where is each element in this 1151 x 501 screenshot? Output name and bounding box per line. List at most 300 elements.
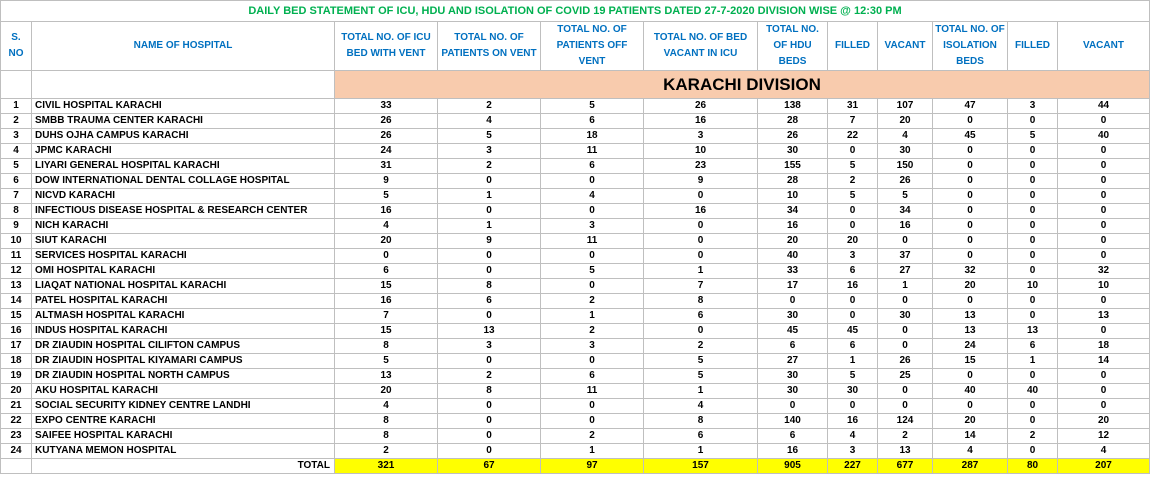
cell-hdu-vacant: 5 (878, 189, 933, 204)
cell-patients-off-vent: 5 (541, 264, 644, 279)
cell-s-no: 20 (1, 384, 32, 399)
cell-isolation-vacant: 44 (1058, 99, 1150, 114)
cell-s-no: 10 (1, 234, 32, 249)
total-icu-beds-with-vent: 321 (335, 459, 438, 474)
cell-isolation-vacant: 13 (1058, 309, 1150, 324)
cell-hdu-vacant: 1 (878, 279, 933, 294)
cell-icu-beds-with-vent: 15 (335, 324, 438, 339)
total-icu-beds-vacant: 157 (644, 459, 758, 474)
cell-hospital-name: INFECTIOUS DISEASE HOSPITAL & RESEARCH CENTER (32, 204, 335, 219)
total-hdu-vacant: 677 (878, 459, 933, 474)
cell-s-no: 1 (1, 99, 32, 114)
cell-isolation-filled: 0 (1008, 249, 1058, 264)
cell-icu-beds-vacant: 5 (644, 369, 758, 384)
cell-hdu-filled: 0 (828, 399, 878, 414)
cell-icu-beds-with-vent: 20 (335, 384, 438, 399)
cell-isolation-beds: 0 (933, 144, 1008, 159)
cell-icu-beds-with-vent: 5 (335, 354, 438, 369)
cell-s-no: 19 (1, 369, 32, 384)
table-row (1, 234, 1150, 249)
cell-isolation-filled: 0 (1008, 414, 1058, 429)
cell-s-no: 8 (1, 204, 32, 219)
cell-hdu-beds: 6 (758, 429, 828, 444)
cell-isolation-beds: 0 (933, 219, 1008, 234)
cell-isolation-beds: 45 (933, 129, 1008, 144)
cell-isolation-beds: 20 (933, 414, 1008, 429)
cell-hdu-vacant: 124 (878, 414, 933, 429)
cell-isolation-vacant: 10 (1058, 279, 1150, 294)
sheet-title: DAILY BED STATEMENT OF ICU, HDU AND ISOLATION OF COVID 19 PATIENTS DATED 27-7-2020 DIVISION WISE @ 12:30 PM (1, 1, 1150, 22)
cell-patients-on-vent: 2 (438, 159, 541, 174)
cell-isolation-filled: 0 (1008, 144, 1058, 159)
cell-patients-on-vent: 9 (438, 234, 541, 249)
cell-icu-beds-vacant: 9 (644, 174, 758, 189)
cell-icu-beds-with-vent: 0 (335, 249, 438, 264)
cell-patients-off-vent: 4 (541, 189, 644, 204)
cell-patients-on-vent: 0 (438, 399, 541, 414)
cell-icu-beds-with-vent: 16 (335, 204, 438, 219)
cell-isolation-filled: 1 (1008, 354, 1058, 369)
total-hdu-beds: 905 (758, 459, 828, 474)
cell-hdu-vacant: 27 (878, 264, 933, 279)
cell-isolation-filled: 0 (1008, 189, 1058, 204)
total-patients-on-vent: 67 (438, 459, 541, 474)
cell-s-no: 18 (1, 354, 32, 369)
cell-isolation-filled: 0 (1008, 294, 1058, 309)
cell-hdu-beds: 30 (758, 144, 828, 159)
table-row (1, 294, 1150, 309)
cell-icu-beds-vacant: 1 (644, 384, 758, 399)
cell-hdu-vacant: 37 (878, 249, 933, 264)
cell-hospital-name: SIUT KARACHI (32, 234, 335, 249)
cell-isolation-beds: 0 (933, 399, 1008, 414)
cell-hdu-filled: 16 (828, 414, 878, 429)
cell-patients-off-vent: 6 (541, 159, 644, 174)
cell-hospital-name: DR ZIAUDIN HOSPITAL NORTH CAMPUS (32, 369, 335, 384)
header-isolation-vacant: VACANT (1058, 22, 1150, 71)
cell-hdu-filled: 4 (828, 429, 878, 444)
cell-hdu-beds: 16 (758, 219, 828, 234)
table-row (1, 249, 1150, 264)
cell-patients-on-vent: 0 (438, 414, 541, 429)
cell-hdu-vacant: 16 (878, 219, 933, 234)
cell-hdu-vacant: 26 (878, 354, 933, 369)
cell-isolation-filled: 0 (1008, 399, 1058, 414)
cell-icu-beds-with-vent: 7 (335, 309, 438, 324)
cell-hdu-beds: 28 (758, 174, 828, 189)
cell-isolation-vacant: 32 (1058, 264, 1150, 279)
cell-patients-off-vent: 5 (541, 99, 644, 114)
cell-icu-beds-vacant: 8 (644, 294, 758, 309)
header-hdu-vacant: VACANT (878, 22, 933, 71)
cell-icu-beds-with-vent: 24 (335, 144, 438, 159)
cell-icu-beds-vacant: 1 (644, 264, 758, 279)
header-hdu-filled: FILLED (828, 22, 878, 71)
cell-icu-beds-with-vent: 33 (335, 99, 438, 114)
cell-patients-on-vent: 1 (438, 189, 541, 204)
cell-isolation-vacant: 20 (1058, 414, 1150, 429)
cell-isolation-filled: 0 (1008, 309, 1058, 324)
cell-isolation-filled: 0 (1008, 219, 1058, 234)
cell-hospital-name: ALTMASH HOSPITAL KARACHI (32, 309, 335, 324)
total-hdu-filled: 227 (828, 459, 878, 474)
cell-hdu-filled: 0 (828, 294, 878, 309)
cell-patients-on-vent: 6 (438, 294, 541, 309)
cell-icu-beds-with-vent: 13 (335, 369, 438, 384)
cell-s-no: 9 (1, 219, 32, 234)
cell-hospital-name: EXPO CENTRE KARACHI (32, 414, 335, 429)
cell-isolation-beds: 40 (933, 384, 1008, 399)
cell-hdu-filled: 22 (828, 129, 878, 144)
cell-isolation-vacant: 18 (1058, 339, 1150, 354)
cell-icu-beds-vacant: 0 (644, 219, 758, 234)
cell-hdu-vacant: 26 (878, 174, 933, 189)
cell-hdu-vacant: 20 (878, 114, 933, 129)
header-patients-off-vent: TOTAL NO. OF PATIENTS OFF VENT (541, 22, 644, 71)
cell-isolation-vacant: 0 (1058, 174, 1150, 189)
cell-patients-on-vent: 13 (438, 324, 541, 339)
total-isolation-beds: 287 (933, 459, 1008, 474)
cell-hospital-name: KUTYANA MEMON HOSPITAL (32, 444, 335, 459)
cell-icu-beds-vacant: 2 (644, 339, 758, 354)
cell-icu-beds-with-vent: 8 (335, 339, 438, 354)
cell-icu-beds-with-vent: 26 (335, 129, 438, 144)
cell-hdu-vacant: 0 (878, 234, 933, 249)
cell-isolation-filled: 0 (1008, 174, 1058, 189)
cell-hdu-beds: 17 (758, 279, 828, 294)
cell-hospital-name: PATEL HOSPITAL KARACHI (32, 294, 335, 309)
cell-isolation-vacant: 0 (1058, 219, 1150, 234)
cell-hdu-filled: 3 (828, 249, 878, 264)
cell-patients-on-vent: 3 (438, 339, 541, 354)
cell-isolation-vacant: 14 (1058, 354, 1150, 369)
cell-s-no: 24 (1, 444, 32, 459)
cell-hdu-vacant: 150 (878, 159, 933, 174)
table-row (1, 174, 1150, 189)
table-row (1, 129, 1150, 144)
cell-hdu-vacant: 25 (878, 369, 933, 384)
cell-hdu-beds: 26 (758, 129, 828, 144)
cell-hdu-vacant: 0 (878, 399, 933, 414)
cell-icu-beds-vacant: 4 (644, 399, 758, 414)
cell-isolation-filled: 0 (1008, 264, 1058, 279)
cell-isolation-filled: 10 (1008, 279, 1058, 294)
cell-hdu-filled: 2 (828, 174, 878, 189)
cell-hospital-name: DR ZIAUDIN HOSPITAL KIYAMARI CAMPUS (32, 354, 335, 369)
table-row (1, 159, 1150, 174)
cell-hospital-name: LIAQAT NATIONAL HOSPITAL KARACHI (32, 279, 335, 294)
table-row (1, 99, 1150, 114)
cell-patients-on-vent: 8 (438, 279, 541, 294)
cell-hospital-name: AKU HOSPITAL KARACHI (32, 384, 335, 399)
cell-s-no: 15 (1, 309, 32, 324)
cell-hdu-filled: 5 (828, 159, 878, 174)
cell-patients-off-vent: 6 (541, 369, 644, 384)
cell-patients-on-vent: 2 (438, 99, 541, 114)
cell-hdu-beds: 34 (758, 204, 828, 219)
cell-hospital-name: DUHS OJHA CAMPUS KARACHI (32, 129, 335, 144)
cell-isolation-filled: 0 (1008, 204, 1058, 219)
cell-patients-off-vent: 11 (541, 144, 644, 159)
cell-isolation-beds: 13 (933, 324, 1008, 339)
division-heading: KARACHI DIVISION (335, 71, 1150, 99)
cell-hdu-beds: 10 (758, 189, 828, 204)
cell-hospital-name: OMI HOSPITAL KARACHI (32, 264, 335, 279)
cell-patients-off-vent: 11 (541, 384, 644, 399)
cell-isolation-beds: 0 (933, 249, 1008, 264)
cell-patients-on-vent: 0 (438, 309, 541, 324)
cell-hdu-vacant: 0 (878, 324, 933, 339)
cell-hdu-beds: 30 (758, 309, 828, 324)
cell-isolation-beds: 0 (933, 174, 1008, 189)
cell-hdu-beds: 20 (758, 234, 828, 249)
cell-s-no: 21 (1, 399, 32, 414)
division-blank-cell (32, 71, 335, 99)
cell-s-no: 7 (1, 189, 32, 204)
cell-hdu-vacant: 30 (878, 309, 933, 324)
cell-patients-off-vent: 3 (541, 219, 644, 234)
cell-hdu-filled: 0 (828, 219, 878, 234)
cell-isolation-filled: 0 (1008, 234, 1058, 249)
table-row (1, 309, 1150, 324)
cell-isolation-vacant: 0 (1058, 159, 1150, 174)
table-row (1, 444, 1150, 459)
cell-patients-off-vent: 2 (541, 324, 644, 339)
cell-hdu-filled: 31 (828, 99, 878, 114)
table-row (1, 369, 1150, 384)
cell-icu-beds-vacant: 10 (644, 144, 758, 159)
cell-hdu-filled: 0 (828, 204, 878, 219)
table-row (1, 354, 1150, 369)
table-row (1, 219, 1150, 234)
cell-hdu-filled: 6 (828, 264, 878, 279)
cell-patients-off-vent: 0 (541, 279, 644, 294)
header-s-no: S. NO (1, 22, 32, 71)
cell-isolation-vacant: 0 (1058, 399, 1150, 414)
cell-patients-on-vent: 8 (438, 384, 541, 399)
table-row (1, 399, 1150, 414)
cell-hdu-vacant: 4 (878, 129, 933, 144)
header-patients-on-vent: TOTAL NO. OF PATIENTS ON VENT (438, 22, 541, 71)
cell-hdu-beds: 138 (758, 99, 828, 114)
cell-isolation-beds: 20 (933, 279, 1008, 294)
cell-patients-on-vent: 3 (438, 144, 541, 159)
total-label: TOTAL (32, 459, 335, 474)
cell-isolation-filled: 40 (1008, 384, 1058, 399)
cell-hdu-beds: 0 (758, 294, 828, 309)
cell-hospital-name: JPMC KARACHI (32, 144, 335, 159)
table-row (1, 264, 1150, 279)
cell-icu-beds-vacant: 8 (644, 414, 758, 429)
cell-isolation-vacant: 0 (1058, 189, 1150, 204)
cell-patients-off-vent: 11 (541, 234, 644, 249)
cell-isolation-beds: 0 (933, 234, 1008, 249)
cell-patients-off-vent: 0 (541, 414, 644, 429)
cell-patients-off-vent: 0 (541, 354, 644, 369)
cell-hdu-filled: 7 (828, 114, 878, 129)
cell-icu-beds-vacant: 0 (644, 249, 758, 264)
table-row (1, 189, 1150, 204)
cell-hospital-name: SMBB TRAUMA CENTER KARACHI (32, 114, 335, 129)
cell-hospital-name: DR ZIAUDIN HOSPITAL CILIFTON CAMPUS (32, 339, 335, 354)
cell-isolation-filled: 5 (1008, 129, 1058, 144)
cell-hospital-name: SERVICES HOSPITAL KARACHI (32, 249, 335, 264)
cell-s-no: 23 (1, 429, 32, 444)
cell-icu-beds-with-vent: 5 (335, 189, 438, 204)
cell-icu-beds-vacant: 5 (644, 354, 758, 369)
title-row (1, 1, 1150, 22)
total-blank-cell (1, 459, 32, 474)
cell-isolation-filled: 0 (1008, 114, 1058, 129)
cell-isolation-beds: 32 (933, 264, 1008, 279)
header-hospital-name: NAME OF HOSPITAL (32, 22, 335, 71)
cell-hdu-filled: 0 (828, 309, 878, 324)
cell-isolation-beds: 24 (933, 339, 1008, 354)
cell-hdu-beds: 30 (758, 369, 828, 384)
cell-patients-off-vent: 2 (541, 294, 644, 309)
cell-hdu-vacant: 34 (878, 204, 933, 219)
cell-hdu-filled: 5 (828, 189, 878, 204)
cell-icu-beds-with-vent: 4 (335, 219, 438, 234)
cell-patients-off-vent: 0 (541, 399, 644, 414)
cell-hdu-vacant: 107 (878, 99, 933, 114)
cell-hdu-filled: 30 (828, 384, 878, 399)
cell-isolation-filled: 0 (1008, 159, 1058, 174)
cell-isolation-beds: 0 (933, 294, 1008, 309)
cell-isolation-beds: 13 (933, 309, 1008, 324)
cell-patients-on-vent: 4 (438, 114, 541, 129)
cell-s-no: 17 (1, 339, 32, 354)
cell-patients-off-vent: 0 (541, 174, 644, 189)
cell-isolation-filled: 3 (1008, 99, 1058, 114)
header-isolation-filled: FILLED (1008, 22, 1058, 71)
table-row (1, 279, 1150, 294)
table-row (1, 339, 1150, 354)
cell-hdu-beds: 30 (758, 384, 828, 399)
header-icu-beds-with-vent: TOTAL NO. OF ICU BED WITH VENT (335, 22, 438, 71)
cell-icu-beds-vacant: 26 (644, 99, 758, 114)
cell-patients-off-vent: 3 (541, 339, 644, 354)
cell-isolation-vacant: 0 (1058, 324, 1150, 339)
total-row (1, 459, 1150, 474)
cell-hdu-filled: 3 (828, 444, 878, 459)
cell-isolation-beds: 14 (933, 429, 1008, 444)
cell-icu-beds-with-vent: 8 (335, 429, 438, 444)
cell-isolation-vacant: 40 (1058, 129, 1150, 144)
cell-icu-beds-with-vent: 26 (335, 114, 438, 129)
cell-hdu-beds: 27 (758, 354, 828, 369)
cell-hdu-vacant: 0 (878, 384, 933, 399)
cell-isolation-filled: 6 (1008, 339, 1058, 354)
cell-isolation-beds: 0 (933, 369, 1008, 384)
cell-isolation-vacant: 0 (1058, 384, 1150, 399)
cell-isolation-beds: 0 (933, 114, 1008, 129)
cell-s-no: 2 (1, 114, 32, 129)
cell-s-no: 22 (1, 414, 32, 429)
total-patients-off-vent: 97 (541, 459, 644, 474)
cell-icu-beds-vacant: 1 (644, 444, 758, 459)
cell-isolation-vacant: 12 (1058, 429, 1150, 444)
cell-icu-beds-with-vent: 8 (335, 414, 438, 429)
cell-isolation-filled: 2 (1008, 429, 1058, 444)
table-row (1, 114, 1150, 129)
cell-icu-beds-with-vent: 4 (335, 399, 438, 414)
cell-patients-on-vent: 0 (438, 174, 541, 189)
cell-patients-on-vent: 5 (438, 129, 541, 144)
cell-patients-off-vent: 0 (541, 204, 644, 219)
cell-icu-beds-vacant: 6 (644, 309, 758, 324)
cell-icu-beds-with-vent: 2 (335, 444, 438, 459)
cell-isolation-vacant: 0 (1058, 114, 1150, 129)
cell-hdu-vacant: 0 (878, 339, 933, 354)
cell-hdu-beds: 0 (758, 399, 828, 414)
cell-patients-off-vent: 18 (541, 129, 644, 144)
cell-hospital-name: DOW INTERNATIONAL DENTAL COLLAGE HOSPITAL (32, 174, 335, 189)
cell-isolation-beds: 0 (933, 159, 1008, 174)
cell-hdu-beds: 140 (758, 414, 828, 429)
header-isolation-beds: TOTAL NO. OF ISOLATION BEDS (933, 22, 1008, 71)
cell-hdu-filled: 45 (828, 324, 878, 339)
cell-isolation-beds: 47 (933, 99, 1008, 114)
cell-isolation-vacant: 0 (1058, 294, 1150, 309)
cell-hdu-vacant: 30 (878, 144, 933, 159)
cell-icu-beds-vacant: 6 (644, 429, 758, 444)
header-row (1, 22, 1150, 71)
division-blank-cell (1, 71, 32, 99)
cell-hdu-vacant: 0 (878, 294, 933, 309)
cell-hdu-vacant: 13 (878, 444, 933, 459)
cell-s-no: 14 (1, 294, 32, 309)
cell-patients-off-vent: 1 (541, 309, 644, 324)
cell-hdu-beds: 28 (758, 114, 828, 129)
cell-icu-beds-vacant: 0 (644, 189, 758, 204)
cell-isolation-vacant: 4 (1058, 444, 1150, 459)
cell-patients-on-vent: 1 (438, 219, 541, 234)
cell-isolation-filled: 0 (1008, 444, 1058, 459)
cell-icu-beds-with-vent: 15 (335, 279, 438, 294)
table-row (1, 144, 1150, 159)
table-row (1, 324, 1150, 339)
cell-hdu-filled: 6 (828, 339, 878, 354)
cell-patients-off-vent: 0 (541, 249, 644, 264)
total-isolation-vacant: 207 (1058, 459, 1150, 474)
cell-icu-beds-with-vent: 31 (335, 159, 438, 174)
cell-patients-off-vent: 2 (541, 429, 644, 444)
header-hdu-beds: TOTAL NO. OF HDU BEDS (758, 22, 828, 71)
cell-patients-on-vent: 0 (438, 264, 541, 279)
cell-s-no: 3 (1, 129, 32, 144)
cell-patients-on-vent: 2 (438, 369, 541, 384)
table-row (1, 384, 1150, 399)
cell-hdu-filled: 0 (828, 144, 878, 159)
cell-isolation-beds: 15 (933, 354, 1008, 369)
cell-isolation-filled: 13 (1008, 324, 1058, 339)
cell-s-no: 16 (1, 324, 32, 339)
cell-hdu-beds: 155 (758, 159, 828, 174)
cell-patients-off-vent: 1 (541, 444, 644, 459)
cell-s-no: 5 (1, 159, 32, 174)
cell-hdu-beds: 16 (758, 444, 828, 459)
cell-patients-on-vent: 0 (438, 204, 541, 219)
cell-icu-beds-vacant: 23 (644, 159, 758, 174)
cell-icu-beds-with-vent: 16 (335, 294, 438, 309)
cell-hospital-name: NICVD KARACHI (32, 189, 335, 204)
cell-isolation-vacant: 0 (1058, 144, 1150, 159)
cell-icu-beds-vacant: 0 (644, 234, 758, 249)
cell-patients-on-vent: 0 (438, 354, 541, 369)
cell-hdu-filled: 1 (828, 354, 878, 369)
table-row (1, 429, 1150, 444)
